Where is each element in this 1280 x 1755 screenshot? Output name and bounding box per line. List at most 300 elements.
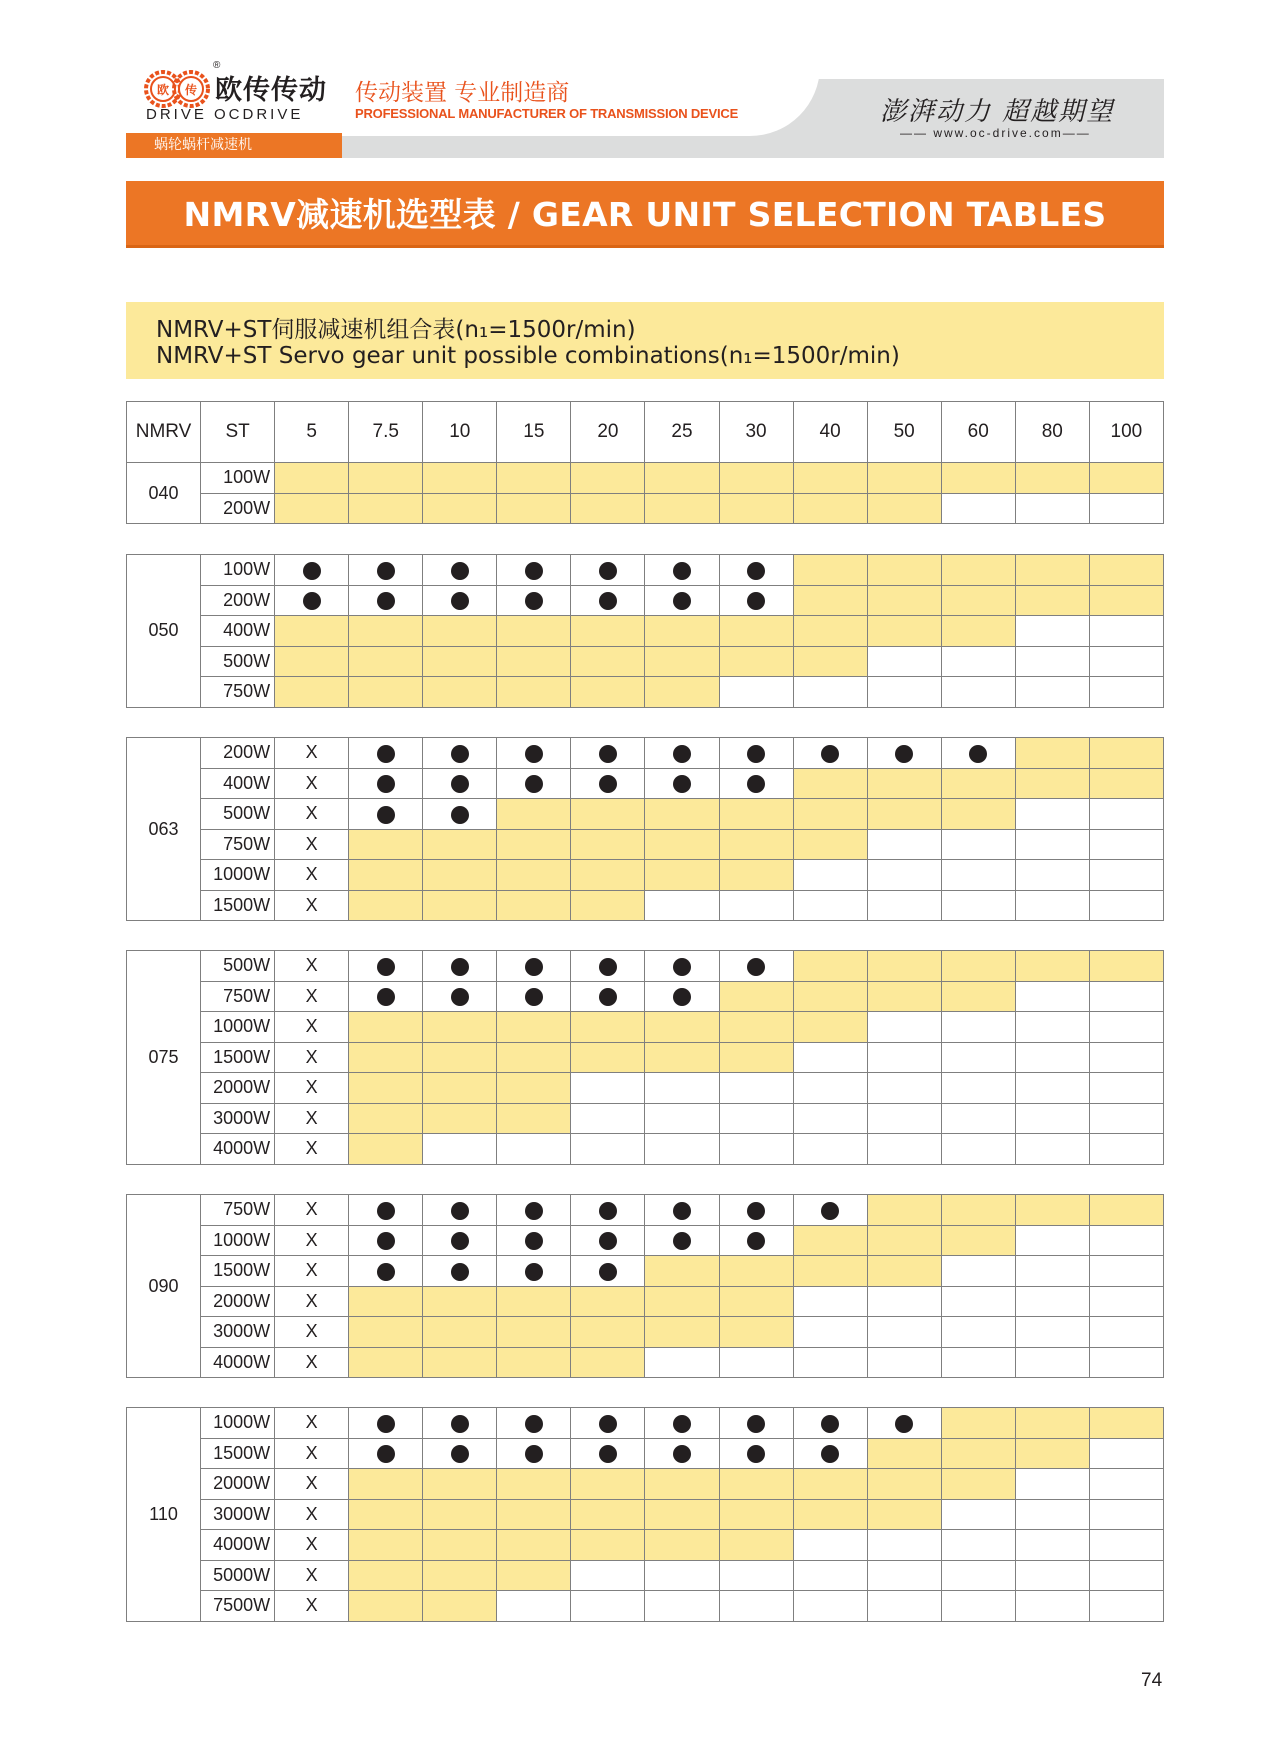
empty-cell <box>645 1073 719 1104</box>
black-dot-icon <box>303 592 321 610</box>
available-cell <box>497 829 571 860</box>
empty-cell <box>571 1591 645 1622</box>
black-dot-icon <box>673 1202 691 1220</box>
available-cell <box>645 1499 719 1530</box>
available-cell <box>867 1469 941 1500</box>
available-cell <box>941 1195 1015 1226</box>
empty-cell <box>1089 1256 1163 1287</box>
empty-cell <box>941 1286 1015 1317</box>
black-dot-icon <box>747 1445 765 1463</box>
available-cell <box>1089 585 1163 616</box>
x-mark-cell: X <box>275 951 349 982</box>
available-cell <box>423 1073 497 1104</box>
available-cell <box>793 951 867 982</box>
empty-cell <box>719 1347 793 1378</box>
dot-cell <box>349 981 423 1012</box>
available-cell <box>941 555 1015 586</box>
available-cell <box>571 1499 645 1530</box>
empty-cell <box>867 1347 941 1378</box>
available-cell <box>1015 585 1089 616</box>
available-cell <box>645 799 719 830</box>
empty-cell <box>1015 1134 1089 1165</box>
dot-cell <box>423 981 497 1012</box>
selection-table-075 <box>126 950 1164 1165</box>
available-cell <box>571 463 645 494</box>
available-cell <box>941 1225 1015 1256</box>
black-dot-icon <box>377 1445 395 1463</box>
available-cell <box>941 1469 1015 1500</box>
column-header: 30 <box>719 402 793 463</box>
gear-logo-icon <box>143 69 215 109</box>
available-cell <box>423 1530 497 1561</box>
empty-cell <box>941 1012 1015 1043</box>
empty-cell <box>1089 860 1163 891</box>
dot-cell <box>423 585 497 616</box>
brand-name-cn: 欧传传动 <box>215 75 327 106</box>
table-row <box>127 616 1164 647</box>
servo-power-cell: 1500W <box>201 1042 275 1073</box>
black-dot-icon <box>747 592 765 610</box>
available-cell <box>867 463 941 494</box>
available-cell <box>571 1042 645 1073</box>
empty-cell <box>1089 981 1163 1012</box>
available-cell <box>645 860 719 891</box>
black-dot-icon <box>377 1415 395 1433</box>
dot-cell <box>941 738 1015 769</box>
empty-cell <box>1015 860 1089 891</box>
black-dot-icon <box>451 806 469 824</box>
black-dot-icon <box>599 1445 617 1463</box>
x-mark-cell: X <box>275 738 349 769</box>
empty-cell <box>793 1073 867 1104</box>
available-cell <box>349 1499 423 1530</box>
dot-cell <box>275 555 349 586</box>
column-header: 20 <box>571 402 645 463</box>
table-row <box>127 768 1164 799</box>
black-dot-icon <box>525 1445 543 1463</box>
available-cell <box>497 860 571 891</box>
table-row <box>127 738 1164 769</box>
dot-cell <box>719 1225 793 1256</box>
black-dot-icon <box>599 1232 617 1250</box>
available-cell <box>1089 555 1163 586</box>
available-cell <box>349 616 423 647</box>
model-cell: 040 <box>127 463 201 524</box>
available-cell <box>793 1225 867 1256</box>
black-dot-icon <box>377 1232 395 1250</box>
available-cell <box>867 616 941 647</box>
dot-cell <box>423 951 497 982</box>
empty-cell <box>1015 890 1089 921</box>
available-cell <box>423 1012 497 1043</box>
dot-cell <box>645 768 719 799</box>
available-cell <box>423 493 497 524</box>
available-cell <box>275 493 349 524</box>
black-dot-icon <box>451 988 469 1006</box>
empty-cell <box>1015 1499 1089 1530</box>
available-cell <box>719 1256 793 1287</box>
servo-power-cell: 750W <box>201 1195 275 1226</box>
available-cell <box>941 951 1015 982</box>
servo-power-cell: 1000W <box>201 1225 275 1256</box>
empty-cell <box>1015 646 1089 677</box>
available-cell <box>719 1286 793 1317</box>
available-cell <box>571 677 645 708</box>
available-cell <box>645 1012 719 1043</box>
black-dot-icon <box>599 592 617 610</box>
servo-power-cell: 500W <box>201 951 275 982</box>
servo-power-cell: 750W <box>201 829 275 860</box>
black-dot-icon <box>747 1232 765 1250</box>
empty-cell <box>1089 1347 1163 1378</box>
available-cell <box>719 1042 793 1073</box>
available-cell <box>571 1012 645 1043</box>
dot-cell <box>645 738 719 769</box>
servo-power-cell: 3000W <box>201 1499 275 1530</box>
empty-cell <box>941 1347 1015 1378</box>
dot-cell <box>571 1408 645 1439</box>
empty-cell <box>571 1073 645 1104</box>
available-cell <box>1015 463 1089 494</box>
empty-cell <box>1089 1469 1163 1500</box>
available-cell <box>275 616 349 647</box>
black-dot-icon <box>673 592 691 610</box>
page-number: 74 <box>1141 1670 1163 1691</box>
dot-cell <box>645 1195 719 1226</box>
available-cell <box>1015 1195 1089 1226</box>
empty-cell <box>1015 1347 1089 1378</box>
available-cell <box>423 646 497 677</box>
model-cell: 050 <box>127 555 201 708</box>
black-dot-icon <box>747 745 765 763</box>
dot-cell <box>571 1438 645 1469</box>
available-cell <box>497 890 571 921</box>
empty-cell <box>1015 1012 1089 1043</box>
available-cell <box>497 1103 571 1134</box>
black-dot-icon <box>451 1202 469 1220</box>
available-cell <box>423 829 497 860</box>
black-dot-icon <box>377 988 395 1006</box>
available-cell <box>941 463 1015 494</box>
available-cell <box>349 1012 423 1043</box>
table-row <box>127 1438 1164 1469</box>
empty-cell <box>1089 1438 1163 1469</box>
empty-cell <box>1015 1073 1089 1104</box>
table-row <box>127 799 1164 830</box>
dot-cell <box>497 1225 571 1256</box>
servo-power-cell: 750W <box>201 677 275 708</box>
empty-cell <box>867 1103 941 1134</box>
empty-cell <box>1015 493 1089 524</box>
empty-cell <box>1089 1134 1163 1165</box>
available-cell <box>275 646 349 677</box>
empty-cell <box>867 1591 941 1622</box>
x-mark-cell: X <box>275 1560 349 1591</box>
available-cell <box>645 1042 719 1073</box>
black-dot-icon <box>673 1415 691 1433</box>
x-mark-cell: X <box>275 1591 349 1622</box>
available-cell <box>423 1591 497 1622</box>
available-cell <box>497 1317 571 1348</box>
x-mark-cell: X <box>275 1042 349 1073</box>
available-cell <box>1089 951 1163 982</box>
column-header: 50 <box>867 402 941 463</box>
servo-power-cell: 4000W <box>201 1530 275 1561</box>
available-cell <box>867 555 941 586</box>
dot-cell <box>497 1438 571 1469</box>
dot-cell <box>497 951 571 982</box>
empty-cell <box>1089 1286 1163 1317</box>
available-cell <box>349 829 423 860</box>
empty-cell <box>941 860 1015 891</box>
empty-cell <box>941 1317 1015 1348</box>
empty-cell <box>1089 646 1163 677</box>
available-cell <box>867 1225 941 1256</box>
servo-power-cell: 1500W <box>201 1438 275 1469</box>
available-cell <box>719 1499 793 1530</box>
dot-cell <box>497 1408 571 1439</box>
empty-cell <box>1089 1591 1163 1622</box>
empty-cell <box>793 1530 867 1561</box>
available-cell <box>941 1408 1015 1439</box>
available-cell <box>349 677 423 708</box>
available-cell <box>571 829 645 860</box>
black-dot-icon <box>451 745 469 763</box>
dot-cell <box>645 1438 719 1469</box>
table-row <box>127 1317 1164 1348</box>
available-cell <box>793 463 867 494</box>
empty-cell <box>793 1560 867 1591</box>
available-cell <box>349 463 423 494</box>
available-cell <box>349 1469 423 1500</box>
available-cell <box>793 1256 867 1287</box>
servo-power-cell: 200W <box>201 585 275 616</box>
empty-cell <box>1015 981 1089 1012</box>
black-dot-icon <box>747 1202 765 1220</box>
available-cell <box>423 1286 497 1317</box>
available-cell <box>497 1560 571 1591</box>
available-cell <box>349 646 423 677</box>
servo-power-cell: 750W <box>201 981 275 1012</box>
dot-cell <box>793 738 867 769</box>
black-dot-icon <box>673 958 691 976</box>
dot-cell <box>645 951 719 982</box>
empty-cell <box>719 1073 793 1104</box>
black-dot-icon <box>821 1202 839 1220</box>
empty-cell <box>1015 1560 1089 1591</box>
available-cell <box>867 493 941 524</box>
dot-cell <box>867 738 941 769</box>
x-mark-cell: X <box>275 1347 349 1378</box>
black-dot-icon <box>525 562 543 580</box>
available-cell <box>349 1042 423 1073</box>
black-dot-icon <box>599 988 617 1006</box>
servo-power-cell: 3000W <box>201 1103 275 1134</box>
available-cell <box>645 646 719 677</box>
available-cell <box>645 493 719 524</box>
dot-cell <box>645 1225 719 1256</box>
empty-cell <box>1015 1469 1089 1500</box>
empty-cell <box>497 1134 571 1165</box>
empty-cell <box>941 677 1015 708</box>
column-header: 80 <box>1015 402 1089 463</box>
dot-cell <box>571 768 645 799</box>
available-cell <box>349 1317 423 1348</box>
empty-cell <box>867 646 941 677</box>
empty-cell <box>793 1134 867 1165</box>
empty-cell <box>719 1103 793 1134</box>
column-header: ST <box>201 402 275 463</box>
selection-table-050 <box>126 554 1164 708</box>
available-cell <box>423 1317 497 1348</box>
black-dot-icon <box>525 1415 543 1433</box>
black-dot-icon <box>599 745 617 763</box>
dot-cell <box>497 555 571 586</box>
dot-cell <box>349 951 423 982</box>
x-mark-cell: X <box>275 1073 349 1104</box>
available-cell <box>645 1530 719 1561</box>
empty-cell <box>1089 1499 1163 1530</box>
empty-cell <box>1015 1042 1089 1073</box>
black-dot-icon <box>525 592 543 610</box>
available-cell <box>423 1499 497 1530</box>
empty-cell <box>941 646 1015 677</box>
available-cell <box>1015 768 1089 799</box>
dot-cell <box>497 585 571 616</box>
empty-cell <box>793 1347 867 1378</box>
black-dot-icon <box>525 1263 543 1281</box>
page-title: NMRV减速机选型表 / GEAR UNIT SELECTION TABLES <box>126 181 1164 248</box>
black-dot-icon <box>673 988 691 1006</box>
empty-cell <box>793 860 867 891</box>
dot-cell <box>497 1195 571 1226</box>
empty-cell <box>423 1134 497 1165</box>
empty-cell <box>719 890 793 921</box>
table-row <box>127 1134 1164 1165</box>
empty-cell <box>941 1560 1015 1591</box>
black-dot-icon <box>377 1263 395 1281</box>
available-cell <box>867 768 941 799</box>
empty-cell <box>1089 1073 1163 1104</box>
black-dot-icon <box>969 745 987 763</box>
available-cell <box>941 1438 1015 1469</box>
table-row <box>127 1195 1164 1226</box>
empty-cell <box>941 829 1015 860</box>
empty-cell <box>719 1591 793 1622</box>
available-cell <box>793 616 867 647</box>
servo-power-cell: 1000W <box>201 1408 275 1439</box>
dot-cell <box>719 951 793 982</box>
available-cell <box>867 1438 941 1469</box>
available-cell <box>719 463 793 494</box>
column-header: 7.5 <box>349 402 423 463</box>
available-cell <box>349 1530 423 1561</box>
dot-cell <box>275 585 349 616</box>
servo-power-cell: 100W <box>201 463 275 494</box>
empty-cell <box>867 1042 941 1073</box>
empty-cell <box>1015 1256 1089 1287</box>
empty-cell <box>867 890 941 921</box>
black-dot-icon <box>451 1445 469 1463</box>
available-cell <box>793 1499 867 1530</box>
available-cell <box>423 890 497 921</box>
available-cell <box>1089 1408 1163 1439</box>
available-cell <box>719 860 793 891</box>
black-dot-icon <box>673 775 691 793</box>
table-row <box>127 981 1164 1012</box>
empty-cell <box>941 1042 1015 1073</box>
black-dot-icon <box>377 958 395 976</box>
black-dot-icon <box>895 745 913 763</box>
available-cell <box>349 1103 423 1134</box>
dot-cell <box>497 768 571 799</box>
selection-table-090 <box>126 1194 1164 1378</box>
brand-logo <box>143 60 355 124</box>
x-mark-cell: X <box>275 1134 349 1165</box>
available-cell <box>423 463 497 494</box>
available-cell <box>941 616 1015 647</box>
available-cell <box>719 981 793 1012</box>
empty-cell <box>1015 1286 1089 1317</box>
table-row <box>127 1560 1164 1591</box>
available-cell <box>793 768 867 799</box>
available-cell <box>719 646 793 677</box>
available-cell <box>497 1347 571 1378</box>
empty-cell <box>1089 1012 1163 1043</box>
black-dot-icon <box>747 1415 765 1433</box>
empty-cell <box>867 1286 941 1317</box>
table-row <box>127 1256 1164 1287</box>
dot-cell <box>423 1225 497 1256</box>
empty-cell <box>867 1560 941 1591</box>
empty-cell <box>867 829 941 860</box>
category-tab: 蜗轮蜗杆减速机 <box>126 133 342 158</box>
black-dot-icon <box>599 1263 617 1281</box>
black-dot-icon <box>673 745 691 763</box>
dot-cell <box>793 1438 867 1469</box>
empty-cell <box>1015 799 1089 830</box>
available-cell <box>423 1042 497 1073</box>
x-mark-cell: X <box>275 1499 349 1530</box>
available-cell <box>497 616 571 647</box>
x-mark-cell: X <box>275 799 349 830</box>
available-cell <box>423 1469 497 1500</box>
available-cell <box>571 1469 645 1500</box>
available-cell <box>497 463 571 494</box>
selection-table-110 <box>126 1407 1164 1622</box>
x-mark-cell: X <box>275 1225 349 1256</box>
empty-cell <box>867 1073 941 1104</box>
available-cell <box>349 1591 423 1622</box>
available-cell <box>645 829 719 860</box>
empty-cell <box>1089 493 1163 524</box>
available-cell <box>719 829 793 860</box>
empty-cell <box>941 1530 1015 1561</box>
x-mark-cell: X <box>275 1256 349 1287</box>
empty-cell <box>719 677 793 708</box>
available-cell <box>645 1469 719 1500</box>
empty-cell <box>867 860 941 891</box>
black-dot-icon <box>525 988 543 1006</box>
available-cell <box>941 981 1015 1012</box>
column-header: 5 <box>275 402 349 463</box>
dot-cell <box>423 768 497 799</box>
available-cell <box>645 677 719 708</box>
available-cell <box>571 493 645 524</box>
black-dot-icon <box>821 1415 839 1433</box>
column-header: 10 <box>423 402 497 463</box>
servo-power-cell: 500W <box>201 646 275 677</box>
